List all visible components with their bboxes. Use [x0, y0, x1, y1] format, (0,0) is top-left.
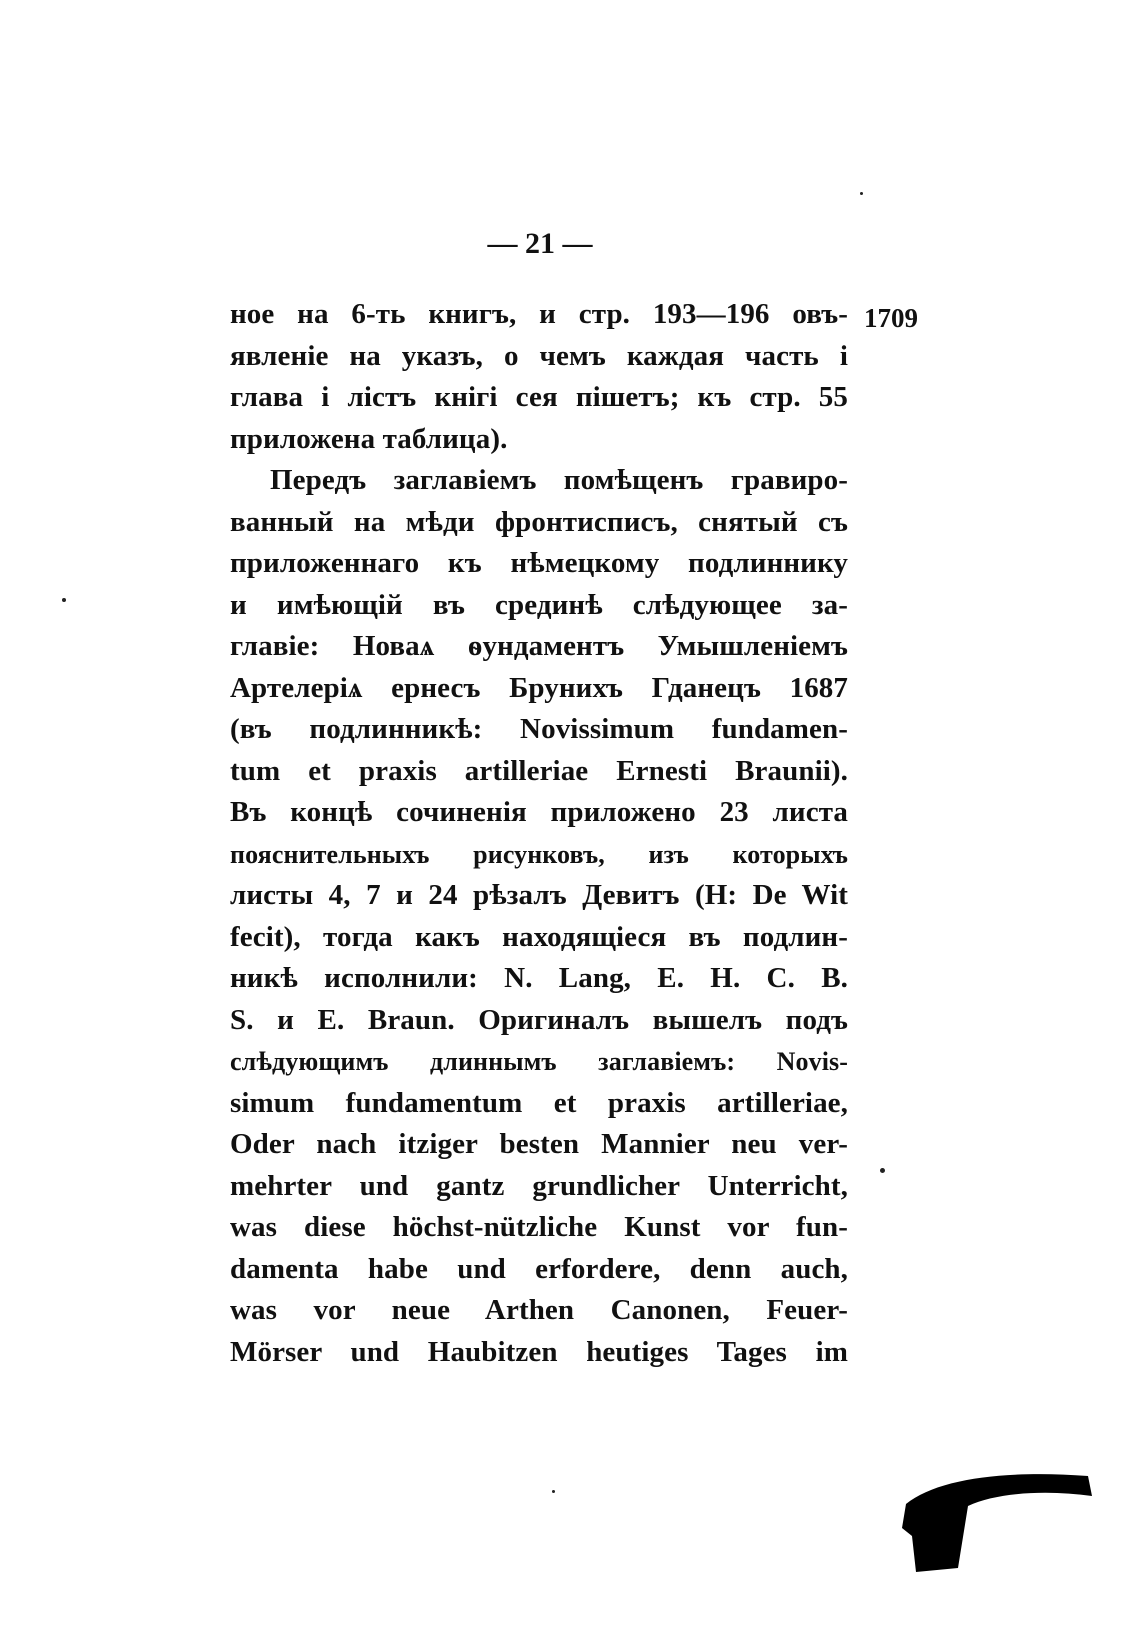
text-line: никѣ исполнили: N. Lang, E. H. C. B.: [230, 962, 848, 994]
text-line: приложена таблица).: [230, 422, 508, 455]
text-line: simum fundamentum et praxis artilleriae,: [230, 1086, 848, 1119]
text-line: was vor neue Arthen Canonen, Feuer-: [230, 1294, 848, 1326]
text-line: пояснительныхъ рисунковъ, изъ которыхъ: [230, 839, 848, 869]
text-line: mehrter und gantz grundlicher Unterricht,: [230, 1169, 848, 1202]
paragraph-1: [230, 294, 848, 460]
text-line: явленіе на указъ, о чемъ каждая часть і: [230, 339, 848, 372]
text-line: Передъ заглавіемъ помѣщенъ гравиро-: [270, 464, 848, 496]
text-line: и имѣющій въ срединѣ слѣдующее за-: [230, 588, 848, 621]
text-line: Mörser und Haubitzen heutiges Tages im: [230, 1335, 848, 1368]
text-line: S. и E. Braun. Оригиналъ вышелъ подъ: [230, 1003, 848, 1036]
text-line: Oder nach itziger besten Mannier neu ver-: [230, 1128, 848, 1160]
text-line: листы 4, 7 и 24 рѣзалъ Девитъ (H: De Wit: [230, 879, 848, 911]
text-line: слѣдующимъ длиннымъ заглавіемъ: Novis-: [230, 1047, 848, 1076]
text-line: tum et praxis artilleriae Ernesti Braunii).: [230, 754, 848, 787]
text-line: ванный на мѣди фронтисписъ, снятый съ: [230, 505, 848, 538]
margin-year-note: 1709: [864, 303, 918, 333]
text-line: ное на 6-ть книгъ, и стр. 193—196 овъ-: [230, 298, 848, 330]
text-line: приложеннаго къ нѣмецкому подлиннику: [230, 547, 848, 579]
text-line: глава і лістъ кнігі сея пішетъ; къ стр. 55: [230, 381, 848, 413]
text-line: (въ подлинникѣ: Novissimum fundamen-: [230, 713, 848, 745]
text-line: damenta habe und erfordere, denn auch,: [230, 1252, 848, 1285]
text-line: главіе: Новаѧ ѳундаментъ Умышленіемъ: [230, 630, 848, 662]
paragraph-2: [230, 460, 848, 1373]
scan-speck: [880, 1168, 885, 1173]
page-number: — 21 —: [487, 227, 593, 260]
text-line: Въ концѣ сочиненія приложено 23 листа: [230, 796, 848, 828]
ink-blot-mark: [898, 1456, 1098, 1576]
body-text: [230, 294, 848, 1373]
scan-speck: [552, 1490, 555, 1493]
text-line: Артелеріѧ ернесъ Брунихъ Гданецъ 1687: [230, 671, 848, 704]
text-line: fecit), тогда какъ находящіеся въ подлин-: [230, 920, 848, 953]
scan-speck: [860, 192, 863, 195]
text-line: was diese höchst-nützliche Kunst vor fun-: [230, 1211, 848, 1243]
scan-speck: [62, 598, 66, 602]
